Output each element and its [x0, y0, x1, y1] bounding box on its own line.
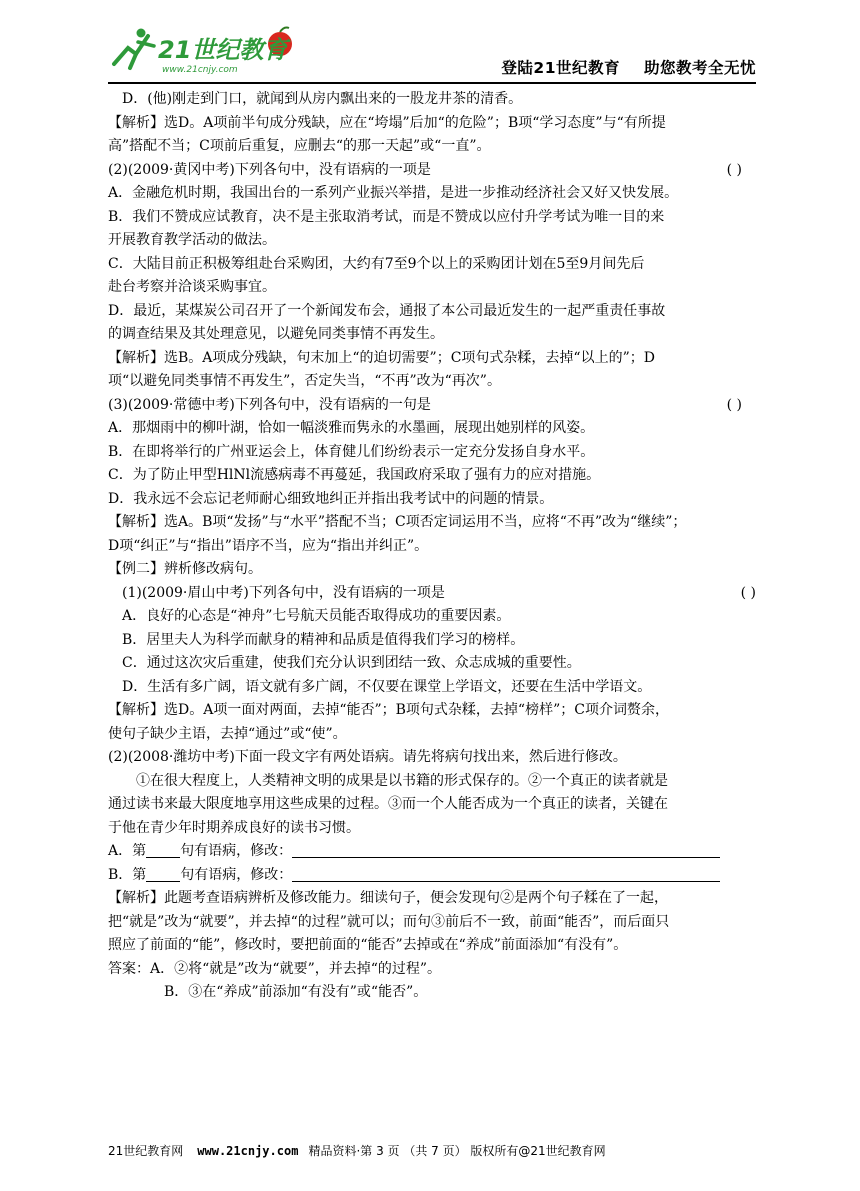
text-line: B．③在“养成”前添加“有没有”或“能否”。: [164, 984, 428, 1000]
answer-paren: ( ): [726, 161, 742, 178]
text-line: 照应了前面的“能”，修改时，要把前面的“能否”去掉或在“养成”前面添加“有没有”。: [108, 937, 628, 953]
text-line: 【解析】选A。B项“发扬”与“水平”搭配不当；C项否定词运用不当，应将“不再”改为“继续”；: [108, 514, 687, 530]
header-rule: [108, 82, 756, 84]
svg-text:21世纪教育: 21世纪教育: [158, 36, 288, 64]
text-line: 通过读书来最大限度地享用这些成果的过程。③而一个人能否成为一个真正的读者，关键在: [108, 796, 668, 812]
text-line: 高”搭配不当；C项前后重复，应删去“的那一天起”或“一直”。: [108, 138, 491, 154]
text-line: 把“就是”改为“就要”，并去掉“的过程”就可以；而句③前后不一致，前面“能否”，而后面只: [108, 913, 670, 930]
fill-in-line-a: A．第 句有语病，修改：: [108, 840, 756, 864]
page-header: [108, 20, 756, 84]
answer-field[interactable]: [292, 841, 720, 858]
text-line: 【解析】选D。A项一面对两面，去掉“能否”；B项句式杂糅，去掉“榜样”；C项介词赘余，: [108, 702, 669, 718]
footer-left: 21世纪教育网: [108, 1144, 184, 1158]
21cnjy-logo: [108, 24, 308, 76]
text-line: 【解析】选B。A项成分残缺，句末加上“的迫切需要”；C项句式杂糅，去掉“以上的”；D: [108, 349, 655, 366]
page-footer: [108, 1142, 756, 1159]
slogan-right: 助您教考全无忧: [643, 59, 756, 77]
text-line: 答案：A．②将“就是”改为“就要”，并去掉“的过程”。: [108, 960, 442, 977]
footer-site-link[interactable]: www.21cnjy.com: [197, 1144, 299, 1158]
text-line: B．在即将举行的广州亚运会上，体育健儿们纷纷表示一定充分发扬自身水平。: [108, 443, 595, 460]
text-line: D．最近，某煤炭公司召开了一个新闻发布会，通报了本公司最近发生的一起严重责任事故: [108, 302, 666, 319]
text-line: B．我们不赞成应试教育，决不是主张取消考试，而是不赞成以应付升学考试为唯一目的来: [108, 208, 665, 225]
text-line: B．居里夫人为科学而献身的精神和品质是值得我们学习的榜样。: [122, 631, 525, 648]
text-line: 项“以避免同类事情不再发生”，否定失当，“不再”改为“再次”。: [108, 373, 501, 389]
text-line: 【解析】此题考查语病辨析及修改能力。细读句子，便会发现句②是两个句子糅在了一起，: [108, 890, 668, 906]
blank-field[interactable]: [146, 841, 180, 858]
answer-paren: ( ): [726, 396, 742, 413]
text-line: C．大陆目前正积极筹组赴台采购团，大约有7至9个以上的采购团计划在5至9月间先后: [108, 255, 645, 272]
header-slogan: [501, 56, 756, 78]
svg-text:www.21cnjy.com: www.21cnjy.com: [162, 65, 238, 75]
footer-right: 精品资料·第 3 页 （共 7 页） 版权所有@21世纪教育网: [308, 1144, 606, 1158]
text-line: D项“纠正”与“指出”语序不当，应为“指出并纠正”。: [108, 537, 429, 554]
question-line: (1)(2009·眉山中考)下列各句中，没有语病的一项是 ( ): [108, 582, 756, 606]
text-line: 开展教育教学活动的做法。: [108, 232, 276, 248]
answer-field[interactable]: [292, 865, 720, 882]
blank-field[interactable]: [146, 865, 180, 882]
text-line: A．良好的心态是“神舟”七号航天员能否取得成功的重要因素。: [122, 608, 511, 624]
text-line: D．(他)刚走到门口，就闻到从房内飘出来的一股龙井茶的清香。: [122, 91, 523, 107]
question-line: (2)(2009·黄冈中考)下列各句中，没有语病的一项是 ( ): [108, 159, 756, 183]
text-line: D．生活有多广阔，语文就有多广阔，不仅要在课堂上学语文，还要在生活中学语文。: [122, 678, 652, 695]
text-line: (2)(2008·潍坊中考)下面一段文字有两处语病。请先将病句找出来，然后进行修改。: [108, 749, 627, 765]
text-line: A．金融危机时期，我国出台的一系列产业振兴举措，是进一步推动经济社会又好又快发展。: [108, 185, 679, 201]
text-line: A．那烟雨中的柳叶湖，恰如一幅淡雅而隽永的水墨画，展现出她别样的风姿。: [108, 420, 595, 436]
document-body: [108, 88, 756, 1005]
answer-paren: ( ): [740, 584, 756, 601]
text-line: 使句子缺少主语，去掉“通过”或“使”。: [108, 725, 347, 742]
text-line: 的调查结果及其处理意见，以避免同类事情不再发生。: [108, 326, 444, 342]
text-line: 【例二】辨析修改病句。: [108, 561, 262, 577]
text-line: C．为了防止甲型HlNl流感病毒不再蔓延，我国政府采取了强有力的应对措施。: [108, 467, 601, 483]
text-line: D．我永远不会忘记老师耐心细致地纠正并指出我考试中的问题的情景。: [108, 490, 554, 507]
slogan-left: 登陆21世纪教育: [501, 59, 620, 77]
text-line: 【解析】选D。A项前半句成分残缺，应在“垮塌”后加“的危险”；B项“学习态度”与“有所提: [108, 114, 666, 131]
question-line: (3)(2009·常德中考)下列各句中，没有语病的一句是 ( ): [108, 394, 756, 418]
text-line: 赴台考察并洽谈采购事宜。: [108, 279, 276, 295]
text-line: ①在很大程度上，人类精神文明的成果是以书籍的形式保存的。②一个真正的读者就是: [136, 772, 668, 789]
fill-in-line-b: B．第 句有语病，修改：: [108, 864, 756, 888]
running-figure-icon: [114, 29, 154, 69]
text-line: C．通过这次灾后重建，使我们充分认识到团结一致、众志成城的重要性。: [122, 655, 581, 671]
text-line: 于他在青少年时期养成良好的读书习惯。: [108, 819, 360, 836]
